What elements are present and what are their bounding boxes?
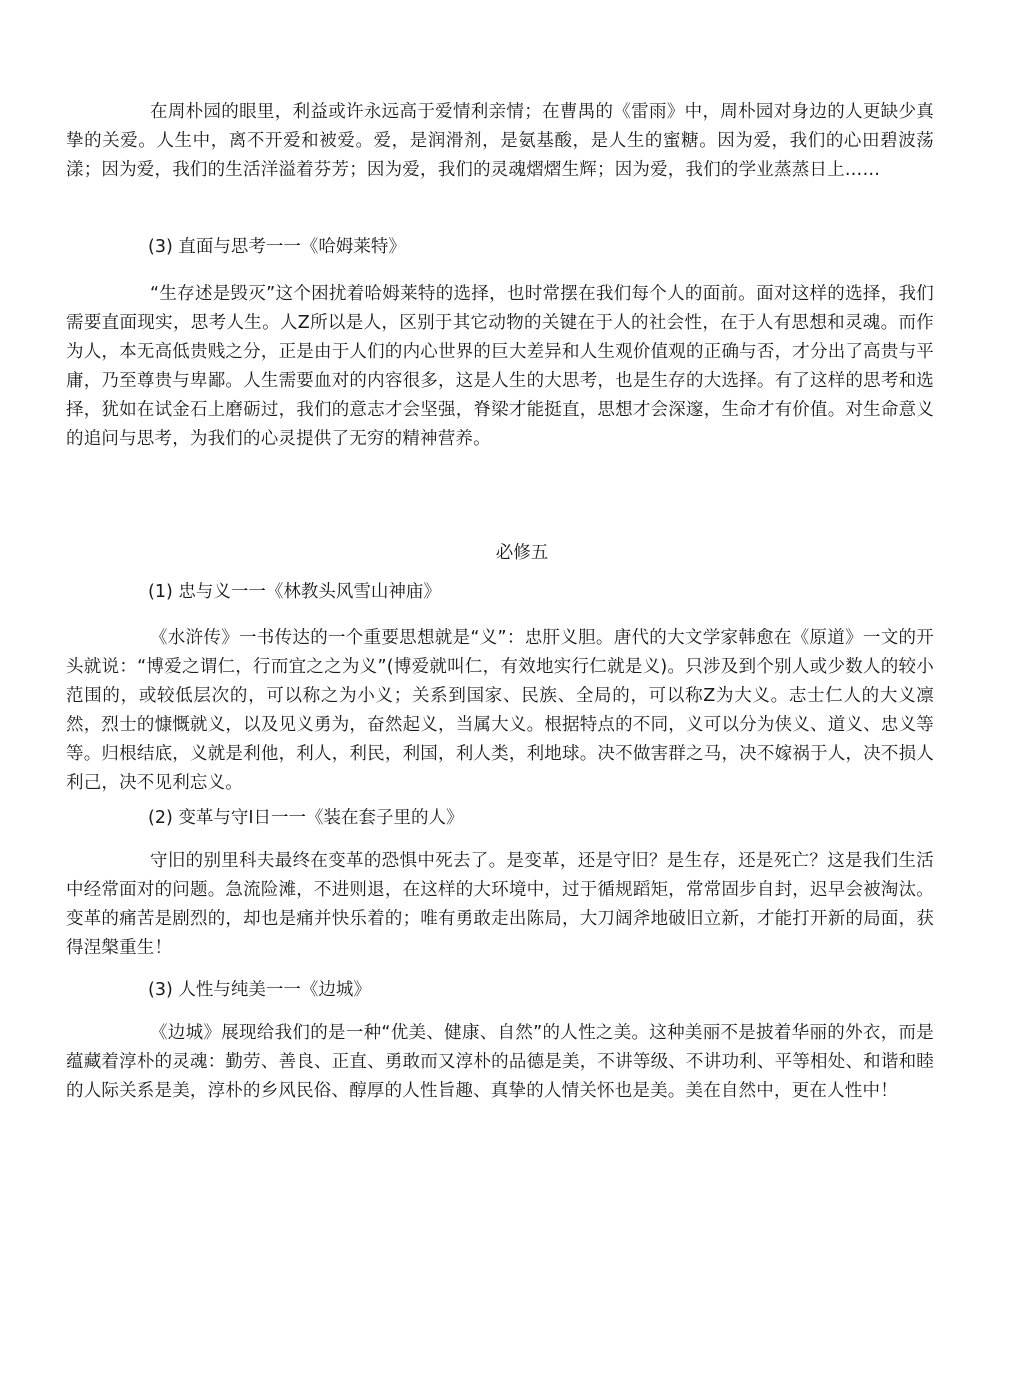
paragraph-hamlet: “生存述是毁灭”这个困扰着哈姆莱特的选择，也时常摆在我们每个人的面前。面对这样的选择，我们需要直面现实，思考人生。人Z所以是人，区别于其它动物的关键在于人的社会性，在于人有思想和灵魂。而作为人，本无高低贵贱之分，正是由于人们的内心世界的巨大差异和人生观价值观的正确与否，才分出了高贵与平庸，乃至尊贵与卑鄙。人生需要血对的内容很多，这是人生的大思考，也是生存的大选择。有了这样的思考和选择，犹如在试金石上磨砺过，我们的意志才会坚强，脊梁才能挺直，思想才会深邃，生命才有价值。对生命意义的追问与思考，为我们的心灵提供了无穷的精神营养。 bbox=[66, 284, 934, 449]
paragraph-loyalty: 《水浒传》一书传达的一个重要思想就是“义”：忠肝义胆。唐代的大文学家韩愈在《原道》一文的开头就说：“博爱之谓仁，行而宜之之为义”(博爱就叫仁，有效地实行仁就是义)。只涉及到个别人或少数人的较小范围的，或较低层次的，可以称之为小义；关系到国家、民族、全局的，可以称Z为大义。志士仁人的大义凛然，烈士的慷慨就义，以及见义勇为，奋然起义，当属大义。根据特点的不同，义可以分为侠义、道义、忠义等等。归根结底，义就是利他，利人，利民，利国，利人类，利地球。决不做害群之马，决不嫁祸于人，决不损人利己，决不见利忘义。 bbox=[66, 628, 934, 793]
section-title: 必修五 bbox=[495, 543, 549, 563]
paragraph-zhou-puyuan: 在周朴园的眼里，利益或许永远高于爱情利亲情；在曹禺的《雷雨》中，周朴园对身边的人更缺少真挚的关爱。人生中，离不开爱和被爱。爱，是润滑剂，是氨基酸，是人生的蜜糖。因为爱，我们的心田碧波荡漾；因为爱，我们的生活洋溢着芬芳；因为爱，我们的灵魂熠熠生辉；因为爱，我们的学业蒸蒸日上…… bbox=[66, 102, 934, 180]
heading-border-town: (3) 人性与纯美一一《边城》 bbox=[148, 980, 371, 1000]
heading-loyalty: (1) 忠与义一一《林教头风雪山神庙》 bbox=[148, 582, 441, 602]
heading-reform: (2) 变革与守I日一一《装在套子里的人》 bbox=[148, 808, 464, 828]
paragraph-reform: 守旧的别里科夫最终在变革的恐惧中死去了。是变革，还是守旧？是生存，还是死亡？这是我们生活中经常面对的问题。急流险滩，不进则退，在这样的大环境中，过于循规蹈矩，常常固步自封，迟早会被淘汰。变革的痛苦是剧烈的，却也是痛并快乐着的；唯有勇敢走出陈局，大刀阔斧地破旧立新，才能打开新的局面，获得涅槃重生！ bbox=[66, 851, 934, 958]
heading-hamlet: (3) 直面与思考一一《哈姆莱特》 bbox=[148, 237, 406, 257]
paragraph-border-town: 《边城》展现给我们的是一种“优美、健康、自然”的人性之美。这种美丽不是披着华丽的外衣，而是蕴藏着淳朴的灵魂：勤劳、善良、正直、勇敢而又淳朴的品德是美，不讲等级、不讲功利、平等相处、和谐和睦的人际关系是美，淳朴的乡风民俗、醇厚的人性旨趣、真挚的人情关怀也是美。美在自然中，更在人性中！ bbox=[66, 1023, 934, 1101]
